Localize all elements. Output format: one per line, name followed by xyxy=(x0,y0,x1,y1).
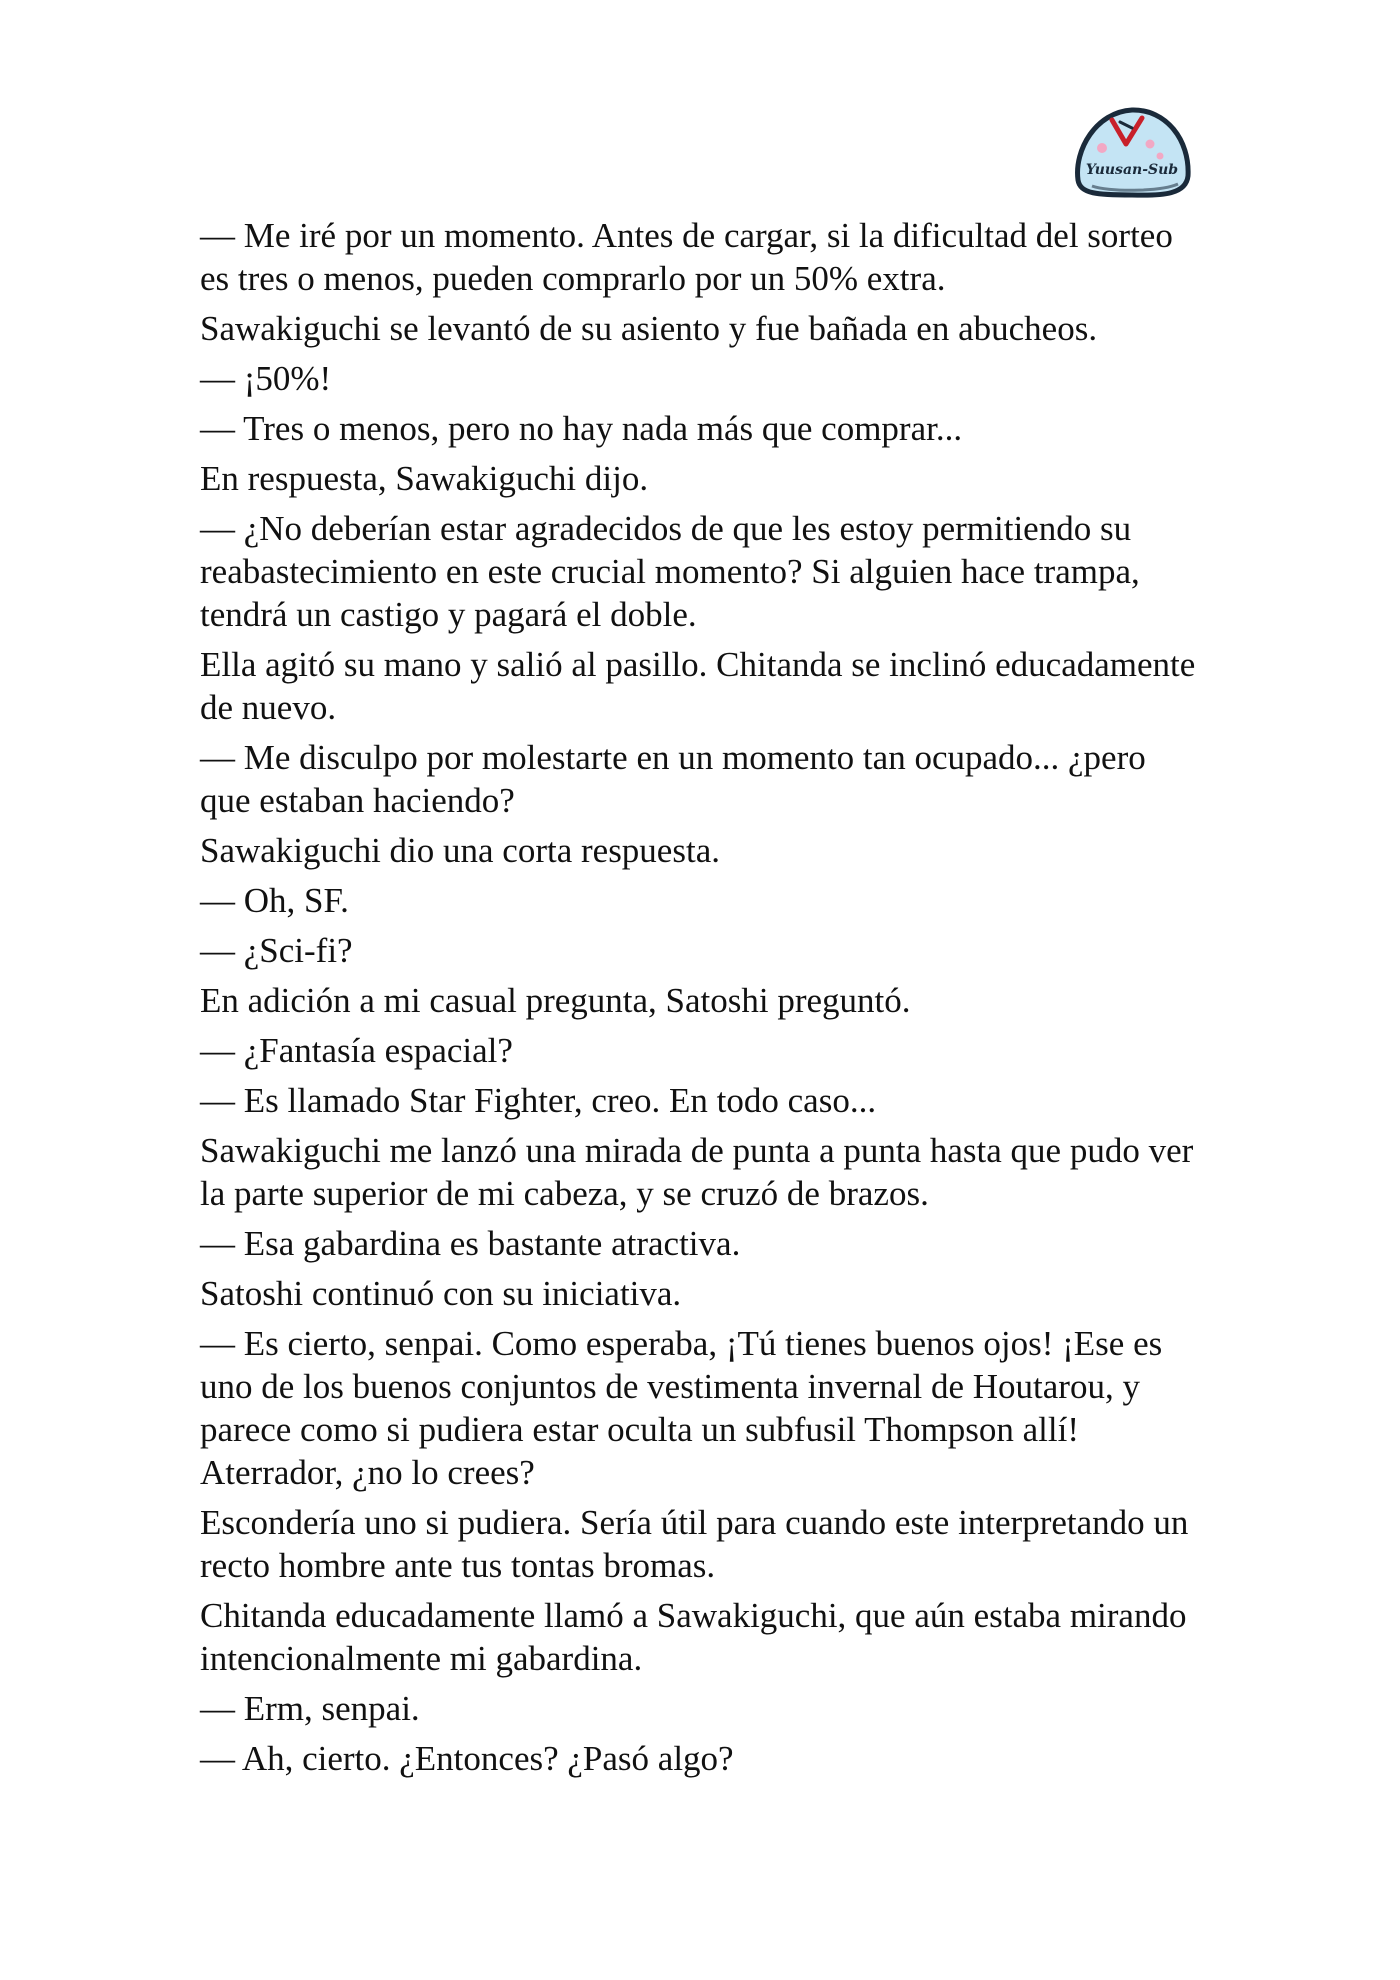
logo-badge-icon xyxy=(1068,104,1196,200)
paragraph: — Erm, senpai. xyxy=(200,1689,420,1728)
logo-flower-icon xyxy=(1097,143,1107,153)
paragraph: — Esa gabardina es bastante atractiva. xyxy=(200,1224,741,1263)
paragraph: Satoshi continuó con su iniciativa. xyxy=(200,1274,682,1313)
paragraph: — ¡50%! xyxy=(200,359,332,398)
logo-flower-icon xyxy=(1146,140,1155,149)
paragraph: Escondería uno si pudiera. Sería útil para cuando este interpretando un recto hombre ante tus tontas bromas. xyxy=(200,1503,1189,1585)
paragraph: Ella agitó su mano y salió al pasillo. Chitanda se inclinó educadamente de nuevo. xyxy=(200,645,1196,727)
paragraph: — Ah, cierto. ¿Entonces? ¿Pasó algo? xyxy=(200,1739,734,1778)
paragraph: — ¿Fantasía espacial? xyxy=(200,1031,513,1070)
logo-blob-shape xyxy=(1078,110,1189,195)
paragraph: — Oh, SF. xyxy=(200,881,349,920)
paragraph: En respuesta, Sawakiguchi dijo. xyxy=(200,459,649,498)
paragraph: — Me disculpo por molestarte en un momento tan ocupado... ¿pero que estaban haciendo? xyxy=(200,738,1146,820)
paragraph: — ¿Sci-fi? xyxy=(200,931,353,970)
paragraph: — ¿No deberían estar agradecidos de que les estoy permitiendo su reabastecimiento en este crucial momento? Si alguien hace trampa, tendrá un castigo y pagará el doble. xyxy=(200,509,1140,634)
document-text xyxy=(200,214,1200,1787)
paragraph: — Es cierto, senpai. Como esperaba, ¡Tú tienes buenos ojos! ¡Ese es uno de los buenos conjuntos de vestimenta invernal de Houtarou, y parece como si pudiera estar oculta un subfusil Thompson allí! Aterrador, ¿no lo crees? xyxy=(200,1324,1163,1492)
paragraph: Sawakiguchi dio una corta respuesta. xyxy=(200,831,720,870)
paragraph: Sawakiguchi se levantó de su asiento y fue bañada en abucheos. xyxy=(200,309,1098,348)
paragraph: En adición a mi casual pregunta, Satoshi preguntó. xyxy=(200,981,911,1020)
paragraph: — Me iré por un momento. Antes de cargar, si la dificultad del sorteo es tres o menos, pueden comprarlo por un 50% extra. xyxy=(200,216,1173,298)
paragraph: Sawakiguchi me lanzó una mirada de punta a punta hasta que pudo ver la parte superior de mi cabeza, y se cruzó de brazos. xyxy=(200,1131,1194,1213)
paragraph: — Tres o menos, pero no hay nada más que comprar... xyxy=(200,409,963,448)
logo-text: Yuusan-Sub xyxy=(1085,162,1179,178)
watermark-logo xyxy=(1068,104,1196,200)
paragraph: Chitanda educadamente llamó a Sawakiguchi, que aún estaba mirando intencionalmente mi gabardina. xyxy=(200,1596,1187,1678)
logo-flower-icon xyxy=(1157,153,1164,160)
paragraph: — Es llamado Star Fighter, creo. En todo caso... xyxy=(200,1081,877,1120)
